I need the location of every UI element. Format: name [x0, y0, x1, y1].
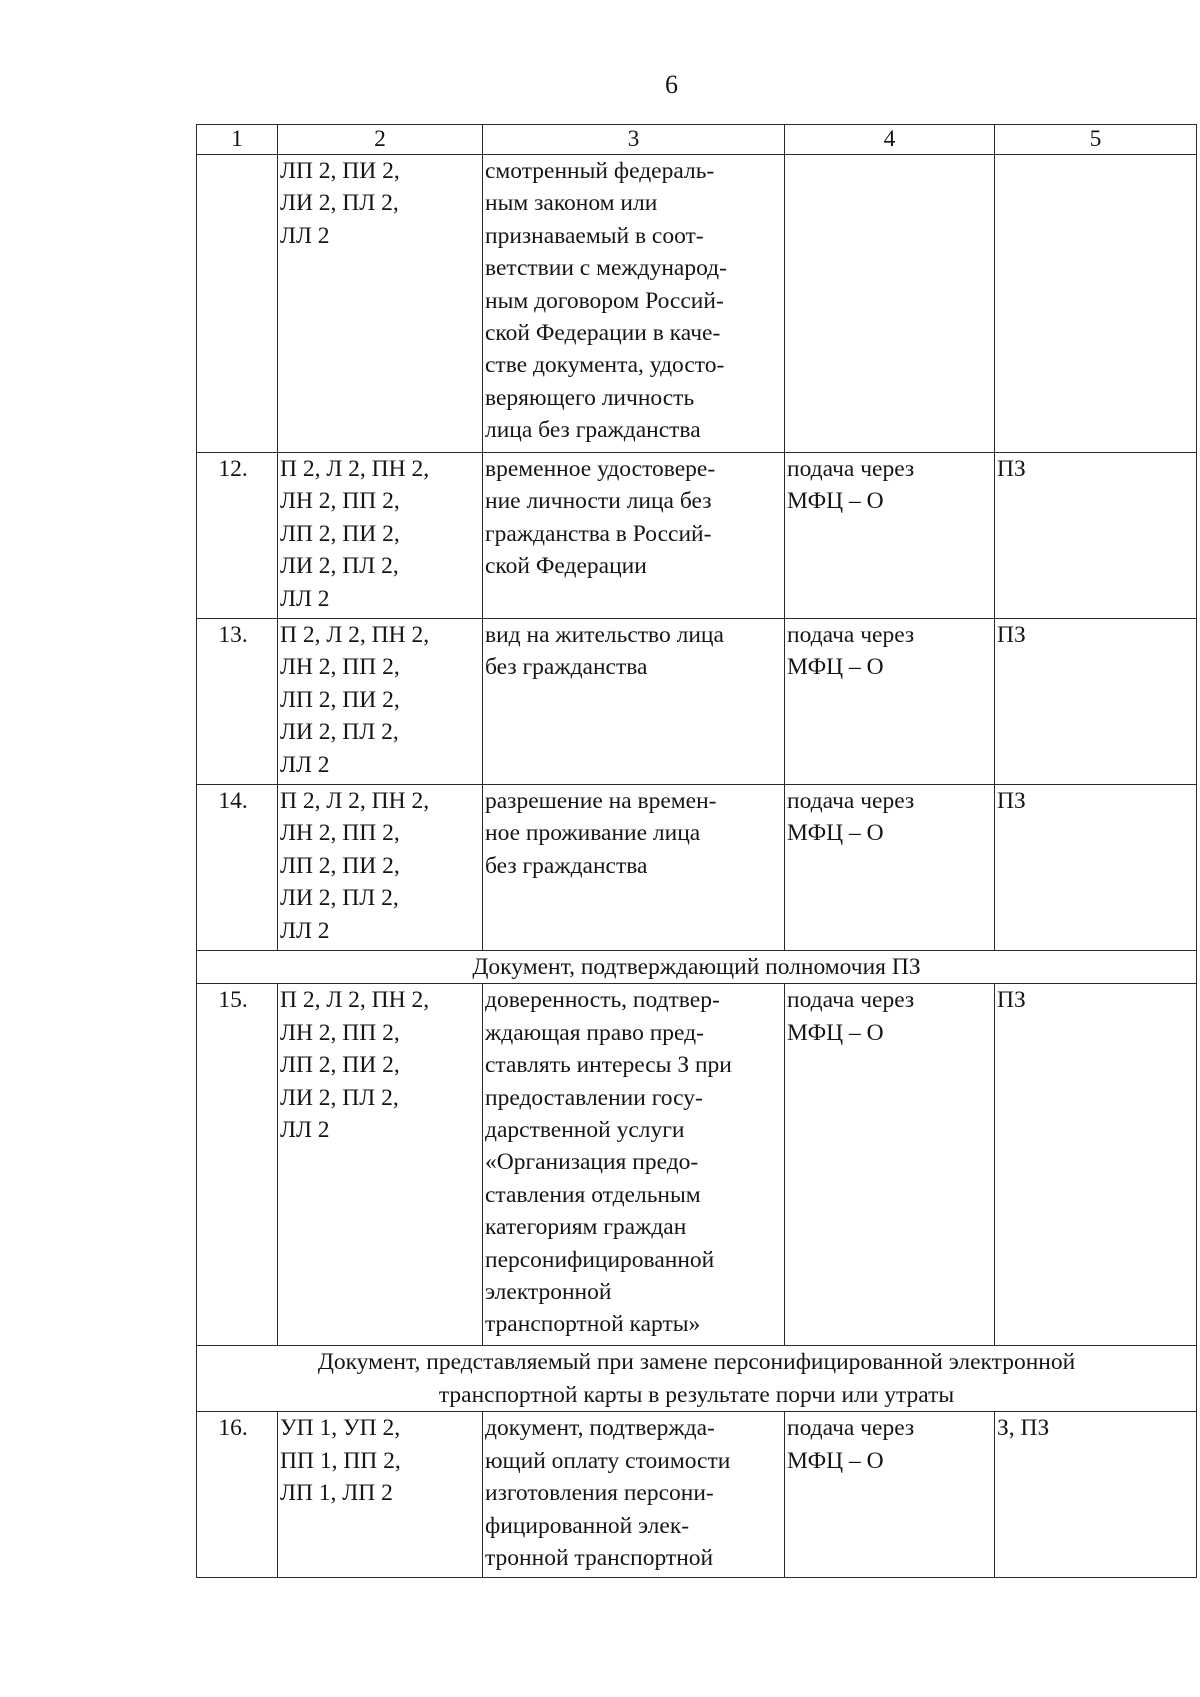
table-row — [197, 785, 1197, 951]
row-number: 13. — [197, 619, 278, 785]
submission-method — [785, 155, 995, 453]
documents-table — [196, 124, 1197, 1578]
table-header-row — [197, 125, 1197, 155]
row-number: 12. — [197, 453, 278, 619]
applicant-codes: УП 1, УП 2, ПП 1, ПП 2, ЛП 1, ЛП 2 — [278, 1412, 483, 1578]
submission-method: подача через МФЦ – О — [785, 785, 995, 951]
applicant-codes: П 2, Л 2, ПН 2, ЛН 2, ПП 2, ЛП 2, ПИ 2, ЛИ 2, ПЛ 2, ЛЛ 2 — [278, 785, 483, 951]
table-row — [197, 155, 1197, 453]
submitter: ПЗ — [995, 453, 1197, 619]
section-row — [197, 951, 1197, 984]
column-header: 4 — [785, 125, 995, 155]
document-name: смотренный федераль- ным законом или признаваемый в соот- ветствии с международ- ным договором Россий- ской Федерации в каче- стве документа, удосто- веряющего личность лица без гражданства — [483, 155, 785, 453]
table-row — [197, 1412, 1197, 1578]
section-title: Документ, представляемый при замене персонифицированной электронной транспортной карты в результате порчи или утраты — [197, 1346, 1197, 1412]
document-name: разрешение на времен- ное проживание лица без гражданства — [483, 785, 785, 951]
submitter: ПЗ — [995, 619, 1197, 785]
submitter: З, ПЗ — [995, 1412, 1197, 1578]
table-row — [197, 984, 1197, 1346]
row-number: 14. — [197, 785, 278, 951]
section-row — [197, 1346, 1197, 1412]
submission-method: подача через МФЦ – О — [785, 619, 995, 785]
page-number: 6 — [665, 70, 678, 99]
submitter — [995, 155, 1197, 453]
document-name: документ, подтвержда- ющий оплату стоимости изготовления персони- фицированной элек- тронной транспортной — [483, 1412, 785, 1578]
document-name: вид на жительство лица без гражданства — [483, 619, 785, 785]
applicant-codes: П 2, Л 2, ПН 2, ЛН 2, ПП 2, ЛП 2, ПИ 2, ЛИ 2, ПЛ 2, ЛЛ 2 — [278, 619, 483, 785]
submission-method: подача через МФЦ – О — [785, 1412, 995, 1578]
row-number — [197, 155, 278, 453]
table-row — [197, 619, 1197, 785]
column-header: 2 — [278, 125, 483, 155]
applicant-codes: ЛП 2, ПИ 2, ЛИ 2, ПЛ 2, ЛЛ 2 — [278, 155, 483, 453]
table-row — [197, 453, 1197, 619]
applicant-codes: П 2, Л 2, ПН 2, ЛН 2, ПП 2, ЛП 2, ПИ 2, ЛИ 2, ПЛ 2, ЛЛ 2 — [278, 453, 483, 619]
section-title: Документ, подтверждающий полномочия ПЗ — [197, 951, 1197, 984]
column-header: 1 — [197, 125, 278, 155]
column-header: 5 — [995, 125, 1197, 155]
column-header: 3 — [483, 125, 785, 155]
submitter: ПЗ — [995, 984, 1197, 1346]
applicant-codes: П 2, Л 2, ПН 2, ЛН 2, ПП 2, ЛП 2, ПИ 2, ЛИ 2, ПЛ 2, ЛЛ 2 — [278, 984, 483, 1346]
row-number: 15. — [197, 984, 278, 1346]
submitter: ПЗ — [995, 785, 1197, 951]
submission-method: подача через МФЦ – О — [785, 984, 995, 1346]
document-name: доверенность, подтвер- ждающая право пред- ставлять интересы З при предоставлении госу- дарственной услуги «Организация предо- ставления отдельным категориям граждан персонифицированной электронной транспортной карты» — [483, 984, 785, 1346]
submission-method: подача через МФЦ – О — [785, 453, 995, 619]
document-name: временное удостовере- ние личности лица без гражданства в Россий- ской Федерации — [483, 453, 785, 619]
row-number: 16. — [197, 1412, 278, 1578]
